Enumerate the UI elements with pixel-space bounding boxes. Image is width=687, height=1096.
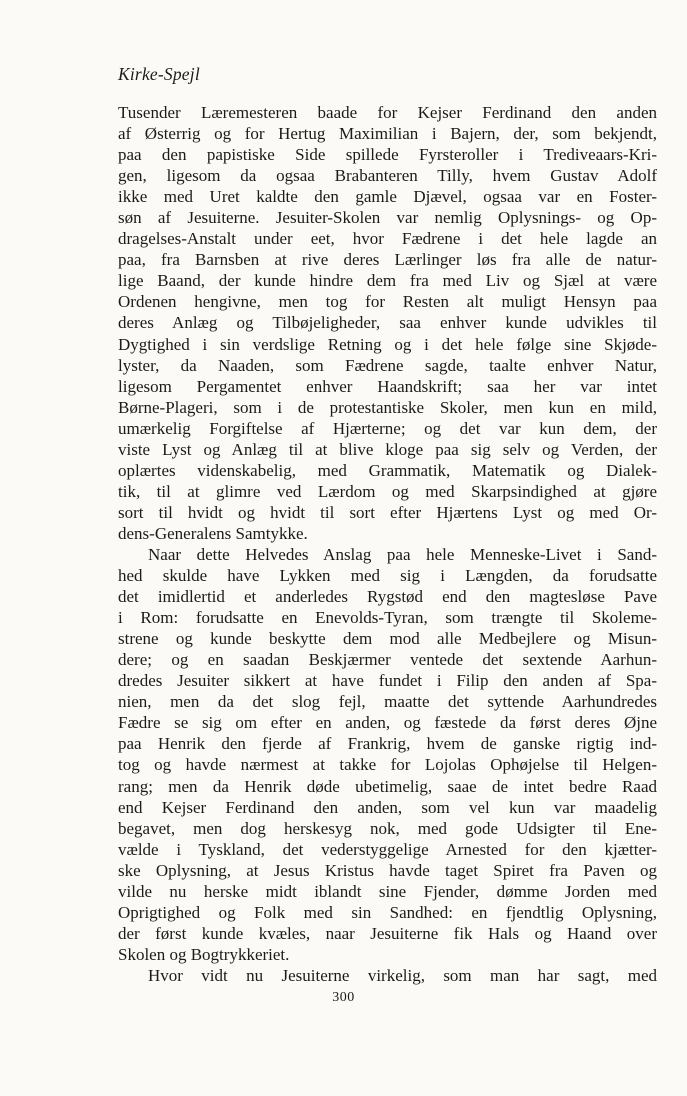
paragraph-end-line: Skolen og Bogtrykkeriet. <box>118 944 290 964</box>
text-line: tog og havde nærmest at takke for Lojolas Ophøjelse til Helgen- <box>118 755 657 775</box>
running-head: Kirke-Spejl <box>118 64 200 84</box>
text-line: dere; og en saadan Beskjærmer ventede det sextende Aarhun- <box>118 650 657 670</box>
text-line: lyster, da Naaden, som Fædrene sagde, taalte enhver Natur, <box>118 355 657 375</box>
text-line: vilde nu herske midt iblandt sine Fjender, dømme Jorden med <box>118 881 657 901</box>
text-line: søn af Jesuiterne. Jesuiter-Skolen var nemlig Oplysnings- og Op- <box>118 208 657 228</box>
text-line: end Kejser Ferdinand den anden, som vel kun var maadelig <box>118 797 657 817</box>
text-line: ikke med Uret kaldte den gamle Djævel, ogsaa var en Foster- <box>118 187 657 207</box>
text-line: begavet, men dog herskesyg nok, med gode Udsigter til Ene- <box>118 818 657 838</box>
text-line: strene og kunde beskytte dem mod alle Medbejlere og Misun- <box>118 629 657 649</box>
text-line: ske Oplysning, at Jesus Kristus havde taget Spiret fra Paven og <box>118 860 657 880</box>
paragraph-first-line: Naar dette Helvedes Anslag paa hele Menneske-Livet i Sand- <box>148 544 657 564</box>
text-line: tik, til at glimre ved Lærdom og med Skarpsindighed at gjøre <box>118 481 657 501</box>
text-line: sort til hvidt og hvidt til sort efter Hjærtens Lyst og med Or- <box>118 502 657 522</box>
text-line: Fædre se sig om efter en anden, og fæstede da først deres Øjne <box>118 713 657 733</box>
text-line: dragelses-Anstalt under eet, hvor Fædrene i det hele lagde an <box>118 229 657 249</box>
text-line: hed skulde have Lykken med sig i Længden, da forudsatte <box>118 566 657 586</box>
body-text <box>118 102 657 986</box>
text-line: dredes Jesuiter sikkert at have fundet i Filip den anden af Spa- <box>118 671 657 691</box>
text-line: paa den papistiske Side spillede Fyrsteroller i Trediveaars-Kri- <box>118 145 657 165</box>
text-line: i Rom: forudsatte en Enevolds-Tyran, som trængte til Skoleme- <box>118 608 657 628</box>
text-line: Dygtighed i sin verdslige Retning og i det hele følge sine Skjøde- <box>118 334 657 354</box>
text-line: lige Baand, der kunde hindre dem fra med Liv og Sjæl at være <box>118 271 657 291</box>
text-line: ligesom Pergamentet enhver Haandskrift; saa her var intet <box>118 376 657 396</box>
text-line: nien, men da det slog fejl, maatte det syttende Aarhundredes <box>118 692 657 712</box>
text-line: paa Henrik den fjerde af Frankrig, hvem de ganske rigtig ind- <box>118 734 657 754</box>
text-line: Tusender Læremesteren baade for Kejser Ferdinand den anden <box>118 103 657 122</box>
text-line: umærkelig Forgiftelse af Hjærterne; og det var kun dem, der <box>118 418 657 438</box>
text-line: gen, ligesom da ogsaa Brabanteren Tilly, hvem Gustav Adolf <box>118 166 657 186</box>
text-line: viste Lyst og Anlæg til at blive kloge paa sig selv og Verden, der <box>118 439 657 459</box>
text-line: vælde i Tyskland, det vederstyggelige Arnested for den kjætter- <box>118 839 657 859</box>
text-line: der først kunde kvæles, naar Jesuiterne fik Hals og Haand over <box>118 923 657 943</box>
text-line: Oprigtighed og Folk med sin Sandhed: en fjendtlig Oplysning, <box>118 902 657 922</box>
text-line: oplærtes videnskabelig, med Grammatik, Matematik og Dialek- <box>118 460 657 480</box>
paragraph-end-line: dens-Generalens Samtykke. <box>118 523 308 543</box>
text-line: paa, fra Barnsben at rive deres Lærlinger løs fra alle de natur- <box>118 250 657 270</box>
text-line: deres Anlæg og Tilbøjeligheder, saa enhver kunde udvikles til <box>118 313 657 333</box>
text-line: rang; men da Henrik døde ubetimelig, saae de intet bedre Raad <box>118 776 657 796</box>
text-line: af Østerrig og for Hertug Maximilian i Bajern, der, som bekjendt, <box>118 124 657 144</box>
page-number: 300 <box>332 990 355 1005</box>
text-line: det imidlertid et anderledes Rygstød end den magtesløse Pave <box>118 587 657 607</box>
text-line: Ordenen hengivne, men tog for Resten alt muligt Hensyn paa <box>118 292 657 312</box>
paragraph-first-line: Hvor vidt nu Jesuiterne virkelig, som man har sagt, med <box>148 965 657 985</box>
text-line: Børne-Plageri, som i de protestantiske Skoler, men kun en mild, <box>118 397 657 417</box>
